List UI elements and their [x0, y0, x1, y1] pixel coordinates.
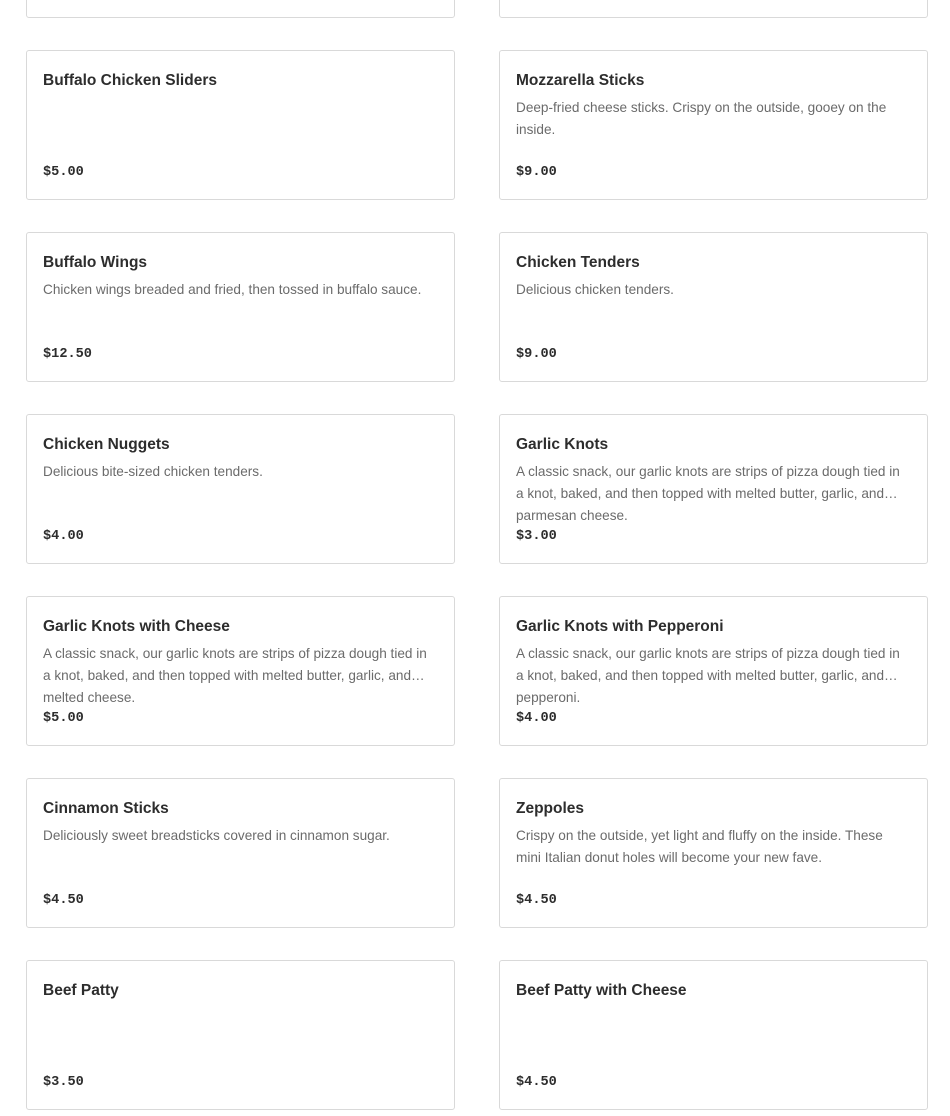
menu-item-card[interactable]: [26, 232, 455, 382]
menu-item-card[interactable]: [499, 0, 928, 18]
menu-item-price: $4.00: [43, 529, 84, 544]
menu-item-card[interactable]: [26, 778, 455, 928]
menu-item-price: $4.50: [516, 893, 557, 908]
menu-item-name: Mozzarella Sticks: [516, 72, 645, 89]
menu-item-card[interactable]: [26, 0, 455, 18]
menu-item-name: Buffalo Wings: [43, 254, 148, 271]
menu-item-name: Beef Patty with Cheese: [516, 982, 687, 999]
menu-item-card[interactable]: [499, 232, 928, 382]
menu-item-price: $3.00: [516, 529, 557, 544]
menu-item-card[interactable]: [26, 960, 455, 1110]
menu-item-description: Chicken wings breaded and fried, then tossed in buffalo sauce.: [43, 282, 422, 297]
menu-item-name: Garlic Knots with Cheese: [43, 618, 230, 635]
menu-item-price: $5.00: [43, 711, 84, 726]
menu-item-price: $12.50: [43, 347, 92, 362]
menu-item-card[interactable]: [499, 960, 928, 1110]
menu-item-price: $4.50: [43, 893, 84, 908]
menu-item-grid: [26, 0, 928, 1110]
menu-item-card[interactable]: [499, 50, 928, 200]
menu-item-price: $4.00: [516, 711, 557, 726]
menu-item-description: Delicious bite-sized chicken tenders.: [43, 464, 263, 479]
menu-item-name: Buffalo Chicken Sliders: [43, 72, 217, 89]
menu-item-card[interactable]: [26, 596, 455, 746]
menu-item-name: Beef Patty: [43, 982, 119, 999]
menu-item-description: A classic snack, our garlic knots are strips of pizza dough tied in a knot, baked, and then topped with melted butter, garlic, and melted cheese.: [43, 646, 427, 705]
menu-item-name: Zeppoles: [516, 800, 585, 817]
menu-item-description: Crispy on the outside, yet light and fluffy on the inside. These mini Italian donut holes will become your new fave.: [516, 828, 883, 865]
menu-item-price: $4.50: [516, 1075, 557, 1090]
menu-item-description: Deep-fried cheese sticks. Crispy on the outside, gooey on the inside.: [516, 100, 887, 137]
menu-item-card[interactable]: [499, 778, 928, 928]
menu-item-description: A classic snack, our garlic knots are strips of pizza dough tied in a knot, baked, and then topped with melted butter, garlic, and parmesan cheese.: [516, 464, 900, 523]
menu-item-name: Chicken Tenders: [516, 254, 640, 271]
menu-item-description: A classic snack, our garlic knots are strips of pizza dough tied in a knot, baked, and then topped with melted butter, garlic, and pepperoni.: [516, 646, 900, 705]
menu-item-card[interactable]: [26, 414, 455, 564]
menu-item-name: Garlic Knots: [516, 436, 609, 453]
menu-item-description: Delicious chicken tenders.: [516, 282, 674, 297]
menu-item-price: $5.00: [43, 165, 84, 180]
menu-item-name: Chicken Nuggets: [43, 436, 170, 453]
menu-item-card[interactable]: [499, 596, 928, 746]
menu-item-name: Cinnamon Sticks: [43, 800, 169, 817]
menu-item-card[interactable]: [26, 50, 455, 200]
menu-item-name: Garlic Knots with Pepperoni: [516, 618, 724, 635]
menu-item-card[interactable]: [499, 414, 928, 564]
menu-item-price: $3.50: [43, 1075, 84, 1090]
menu-item-price: $9.00: [516, 165, 557, 180]
menu-item-price: $9.00: [516, 347, 557, 362]
menu-item-description: Deliciously sweet breadsticks covered in cinnamon sugar.: [43, 828, 390, 843]
